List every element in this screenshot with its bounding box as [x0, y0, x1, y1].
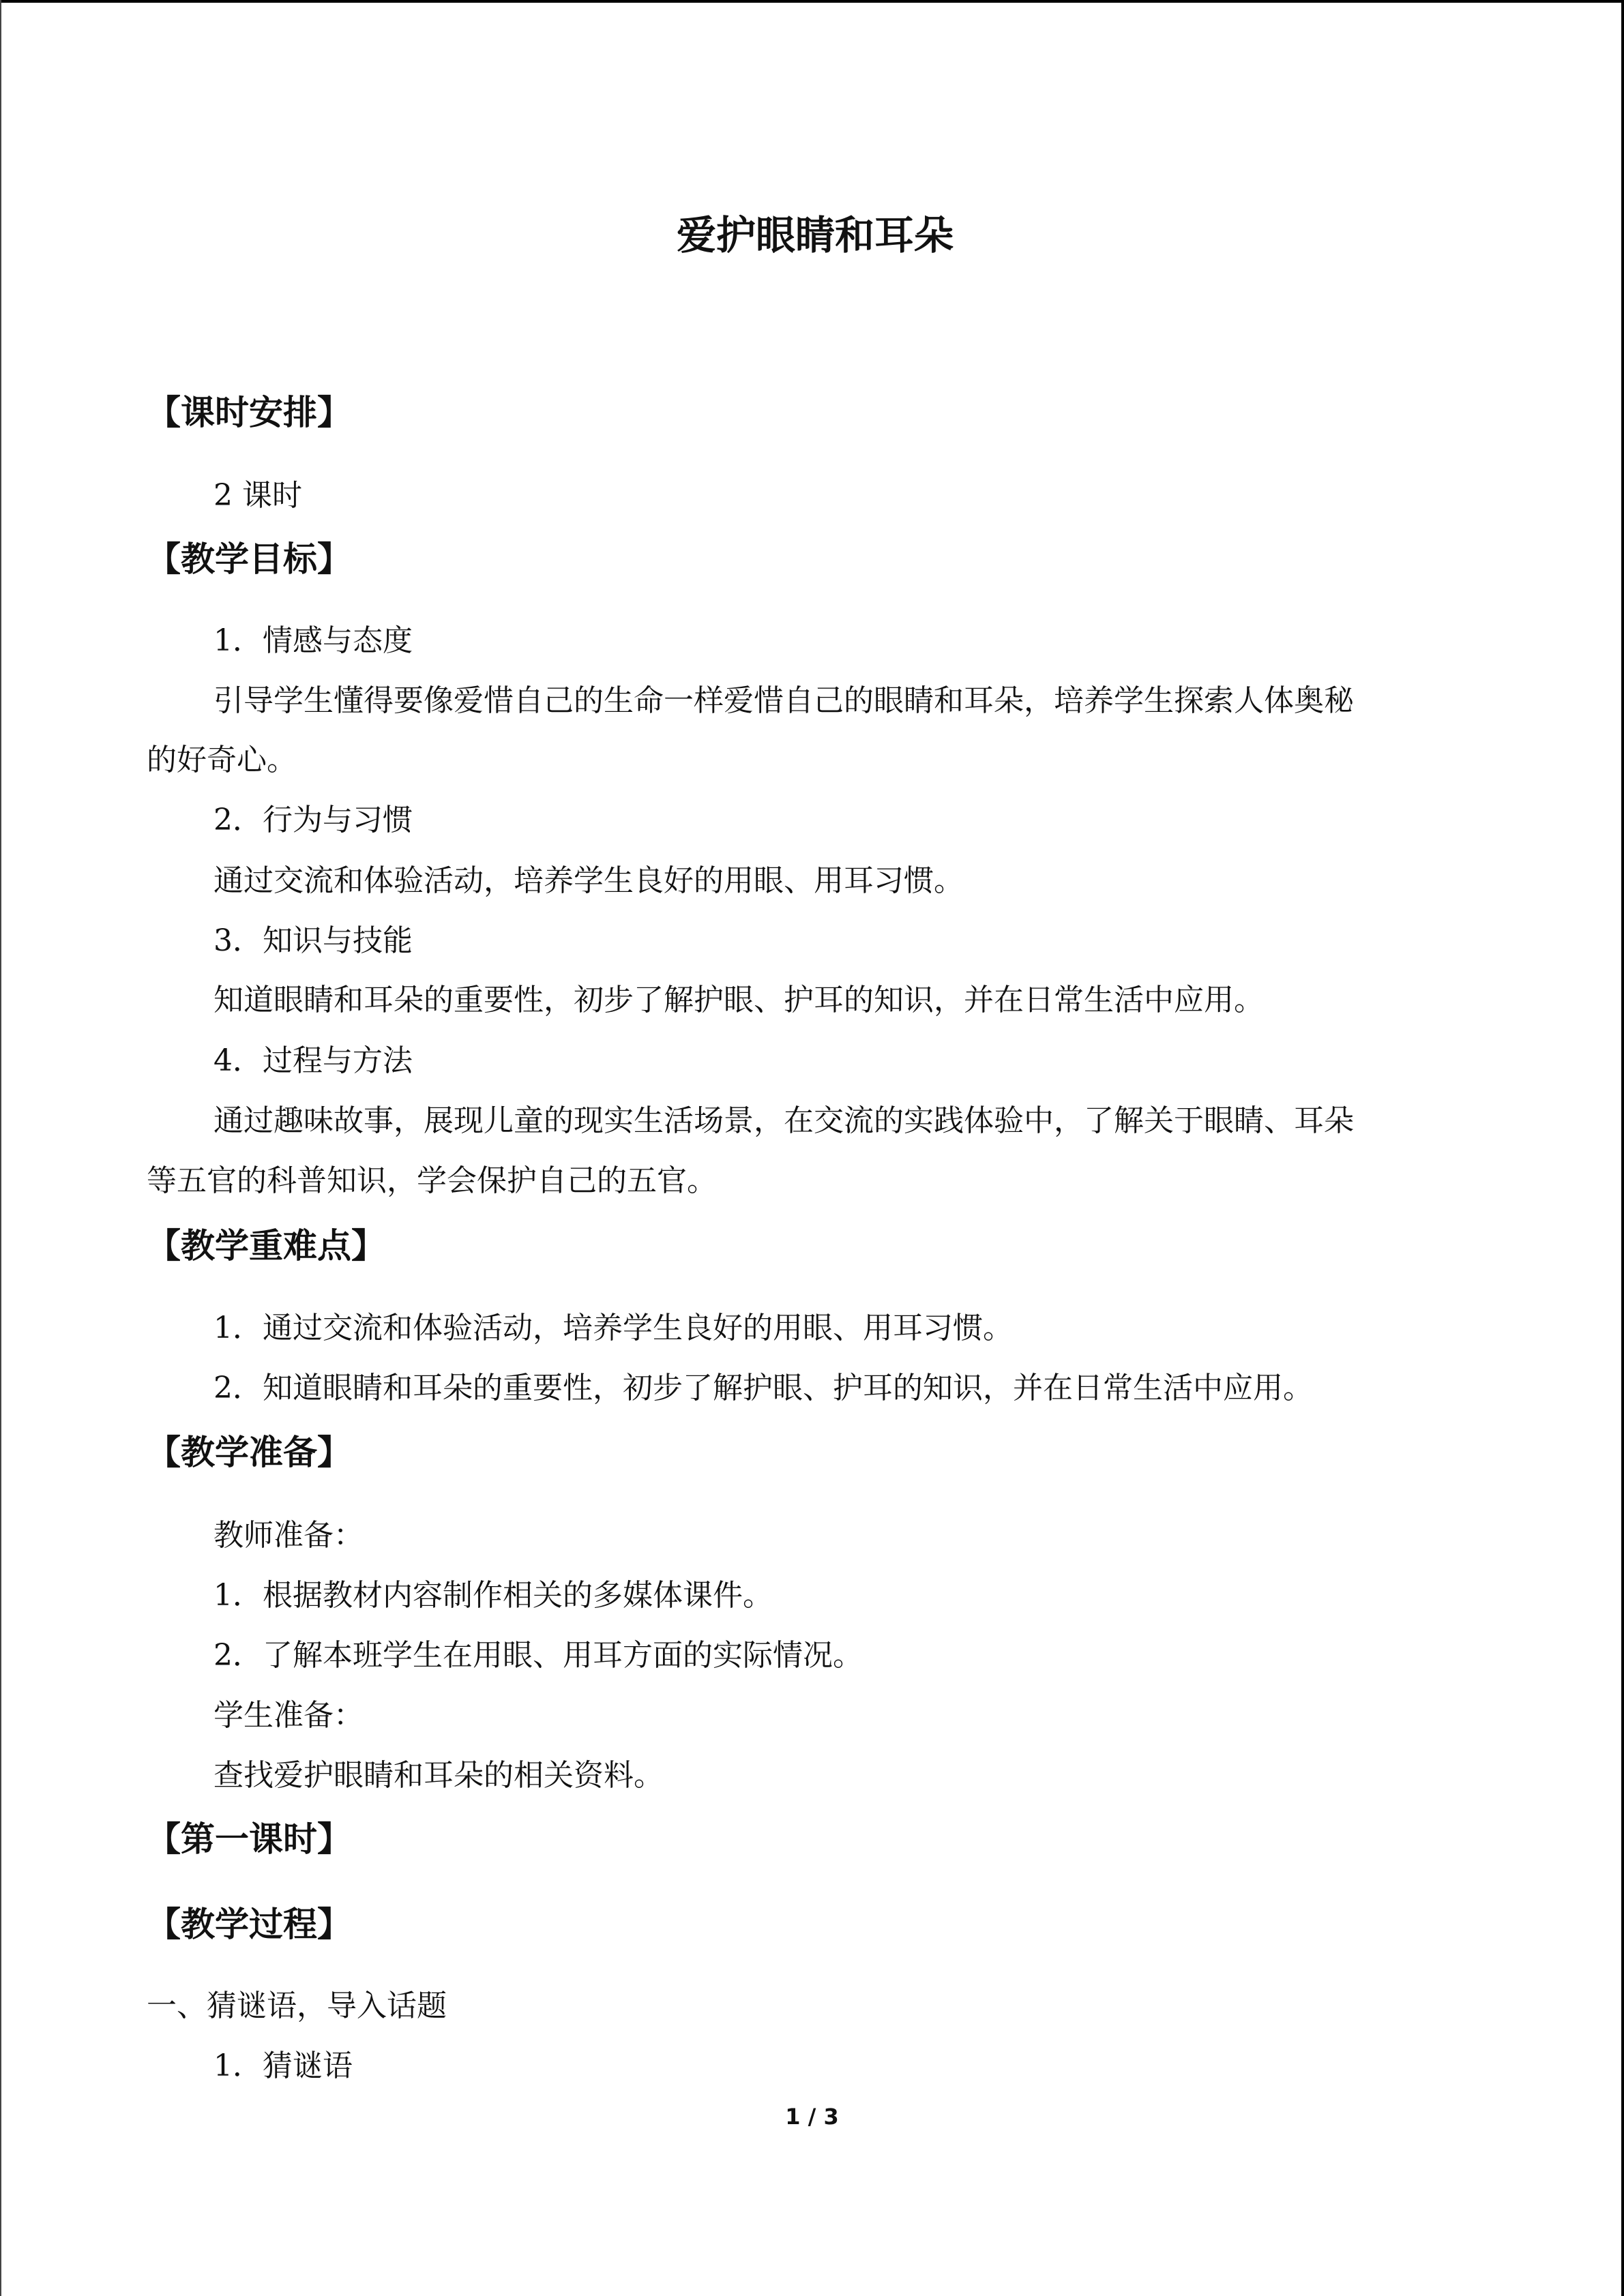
- heading-lesson1: 【第一课时】: [147, 1819, 351, 1859]
- page-number: 1 / 3: [785, 2104, 839, 2130]
- teacher-prep-item2: 2．了解本班学生在用眼、用耳方面的实际情况。: [213, 1638, 863, 1673]
- goal-item2-text: 通过交流和体验活动，培养学生良好的用眼、用耳习惯。: [213, 863, 964, 898]
- schedule-text: 2 课时: [213, 478, 302, 513]
- teacher-prep-label: 教师准备：: [213, 1518, 364, 1553]
- heading-preparation: 【教学准备】: [147, 1433, 351, 1472]
- process-step1: 一、猜谜语，导入话题: [147, 1988, 447, 2023]
- heading-goals: 【教学目标】: [147, 539, 351, 579]
- document-body: [147, 0, 1463, 2296]
- page-border-right: [1621, 0, 1624, 2296]
- key-point-item1: 1．通过交流和体验活动，培养学生良好的用眼、用耳习惯。: [213, 1311, 1013, 1345]
- goal-item3-title: 3．知识与技能: [213, 923, 413, 958]
- goal-item4-line2: 等五官的科普知识，学会保护自己的五官。: [147, 1163, 717, 1198]
- student-prep-item: 查找爱护眼睛和耳朵的相关资料。: [213, 1758, 664, 1793]
- student-prep-label: 学生准备：: [213, 1698, 364, 1733]
- process-step1-item1: 1．猜谜语: [213, 2048, 353, 2083]
- heading-schedule: 【课时安排】: [147, 393, 351, 432]
- goal-item2-title: 2．行为与习惯: [213, 803, 413, 837]
- heading-process: 【教学过程】: [147, 1905, 351, 1944]
- key-point-item2: 2．知道眼睛和耳朵的重要性，初步了解护眼、护耳的知识，并在日常生活中应用。: [213, 1371, 1313, 1405]
- goal-item4-title: 4．过程与方法: [213, 1043, 413, 1078]
- document-title: 爱护眼睛和耳朵: [676, 212, 954, 258]
- page-border-left: [0, 0, 1, 2296]
- goal-item1-line1: 引导学生懂得要像爱惜自己的生命一样爱惜自己的眼睛和耳朵，培养学生探索人体奥秘: [213, 683, 1354, 718]
- heading-key-points: 【教学重难点】: [147, 1226, 385, 1266]
- goal-item1-title: 1．情感与态度: [213, 623, 413, 658]
- goal-item1-line2: 的好奇心。: [147, 743, 297, 777]
- teacher-prep-item1: 1．根据教材内容制作相关的多媒体课件。: [213, 1578, 773, 1613]
- goal-item4-line1: 通过趣味故事，展现儿童的现实生活场景，在交流的实践体验中，了解关于眼睛、耳朵: [213, 1103, 1354, 1138]
- goal-item3-text: 知道眼睛和耳朵的重要性，初步了解护眼、护耳的知识，并在日常生活中应用。: [213, 983, 1264, 1017]
